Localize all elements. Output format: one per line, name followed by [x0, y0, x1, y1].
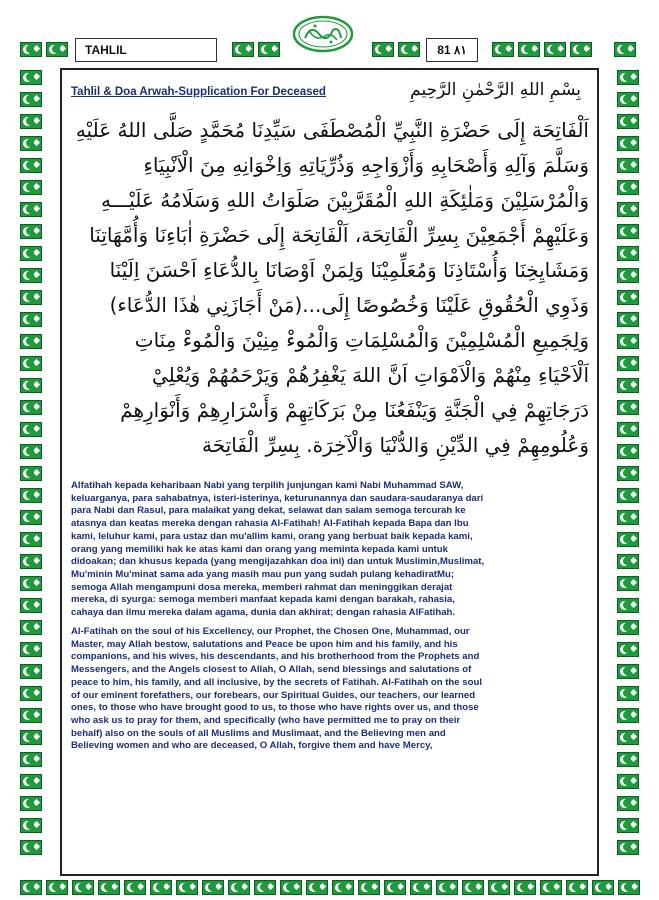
- crescent-star-flag-icon: [617, 92, 639, 107]
- crescent-star-flag-icon: [20, 268, 42, 283]
- crescent-star-flag-icon: [492, 42, 514, 57]
- crescent-star-flag-icon: [20, 642, 42, 657]
- crescent-star-flag-icon: [20, 42, 42, 57]
- crescent-star-flag-icon: [150, 880, 172, 895]
- crescent-star-flag-icon: [20, 312, 42, 327]
- crescent-star-flag-icon: [617, 378, 639, 393]
- crescent-star-flag-icon: [617, 598, 639, 613]
- crescent-star-flag-icon: [20, 796, 42, 811]
- english-line: behalf) also on the souls of all Muslims and Muslimaat, and the Believing men and: [71, 727, 446, 739]
- crescent-star-flag-icon: [20, 180, 42, 195]
- english-line: Al-Fatihah on the soul of his Excellency, our Prophet, the Chosen One, Muhammad, our: [71, 626, 470, 637]
- english-line: who ask us to pray for them, and specifically (who have permitted me to pray on their: [71, 714, 461, 726]
- malay-line: semoga Allah mengampuni dosa mereka, memberi rahmat dan meninggikan derajat: [71, 581, 453, 593]
- crescent-star-flag-icon: [398, 42, 420, 57]
- arabic-line: وَالْمُرْسَلِيْنَ وَمَلٰئِكَةِ اللهِ الْمُقَرَّبِيْنَ صَلَوَاتُ اللهِ وَسَلَامُهُ عَلَيْـــهِ: [100, 188, 589, 212]
- section-title: TAHLIL: [85, 43, 127, 57]
- crescent-star-flag-icon: [20, 664, 42, 679]
- crescent-star-flag-icon: [384, 880, 406, 895]
- malay-line: cahaya dan ilmu mereka dalam agama, dunia dan akhirat; dengan rahasia AlFatihah.: [71, 607, 456, 619]
- malay-translation: [71, 480, 593, 620]
- crescent-star-flag-icon: [617, 202, 639, 217]
- crescent-star-flag-icon: [46, 42, 68, 57]
- crescent-star-flag-icon: [20, 488, 42, 503]
- page-number-box: [426, 38, 478, 62]
- crescent-star-flag-icon: [617, 730, 639, 745]
- crescent-star-flag-icon: [518, 42, 540, 57]
- crescent-star-flag-icon: [617, 642, 639, 657]
- crescent-star-flag-icon: [20, 466, 42, 481]
- crescent-star-flag-icon: [20, 510, 42, 525]
- crescent-star-flag-icon: [20, 202, 42, 217]
- malay-line: didoakan; dan khusus kepada (yang mengijazahkan doa ini) dan untuk Muslimin,Muslimat,: [71, 556, 485, 568]
- basmalah: بِسْمِ اللهِ الرَّحْمٰنِ الرَّحِيمِ: [410, 80, 581, 100]
- crescent-star-flag-icon: [20, 708, 42, 723]
- crescent-star-flag-icon: [20, 92, 42, 107]
- crescent-star-flag-icon: [20, 378, 42, 393]
- crescent-star-flag-icon: [72, 880, 94, 895]
- crescent-star-flag-icon: [462, 880, 484, 895]
- crescent-star-flag-icon: [20, 444, 42, 459]
- crescent-star-flag-icon: [544, 42, 566, 57]
- arabic-line: دَرَجَاتِهِمْ فِي الْجَنَّةِ وَيَنْفَعُنَا مِنْ بَرَكَاتِهِمْ وَأَسْرَارِهِمْ وَأَنْوَارِهِمْ: [120, 398, 589, 422]
- crescent-star-flag-icon: [358, 880, 380, 895]
- arabic-line: وَعُلُومِهِمْ فِي الدِّيْنِ وَالدُّنْيَا وَالْآخِرَة. بِسِرِّ الْفَاتِحَة: [202, 433, 589, 457]
- calligraphy-logo-icon: [291, 14, 355, 54]
- crescent-star-flag-icon: [46, 880, 68, 895]
- crescent-star-flag-icon: [617, 312, 639, 327]
- malay-line: Mu'minin Mu'minat sama ada yang masih mau pun yang sudah pulang kehadiratMu;: [71, 568, 455, 580]
- crescent-star-flag-icon: [617, 444, 639, 459]
- crescent-star-flag-icon: [280, 880, 302, 895]
- crescent-star-flag-icon: [332, 880, 354, 895]
- crescent-star-flag-icon: [20, 686, 42, 701]
- crescent-star-flag-icon: [20, 880, 42, 895]
- crescent-star-flag-icon: [617, 114, 639, 129]
- crescent-star-flag-icon: [20, 136, 42, 151]
- crescent-star-flag-icon: [617, 246, 639, 261]
- crescent-star-flag-icon: [617, 356, 639, 371]
- english-line: ones, to those who have brought good to us, to those who have rights over us, and those: [71, 702, 479, 714]
- crescent-star-flag-icon: [614, 42, 636, 57]
- crescent-star-flag-icon: [617, 70, 639, 85]
- english-line: companions, and his wives, his descendants, and his brotherhood from the Prophets and: [71, 651, 480, 663]
- arabic-line: وَعَلَيْهِمْ أَجْمَعِيْنَ بِسِرِّ الْفَاتِحَة، اَلْفَاتِحَة إِلَى حَضْرَةِ اٰبَاءِنَا وَأُمَّهَاتِنَا: [89, 223, 589, 247]
- crescent-star-flag-icon: [20, 334, 42, 349]
- crescent-star-flag-icon: [20, 356, 42, 371]
- crescent-star-flag-icon: [20, 532, 42, 547]
- crescent-star-flag-icon: [617, 752, 639, 767]
- crescent-star-flag-icon: [514, 880, 536, 895]
- crescent-star-flag-icon: [306, 880, 328, 895]
- crescent-star-flag-icon: [202, 880, 224, 895]
- crescent-star-flag-icon: [617, 400, 639, 415]
- crescent-star-flag-icon: [20, 400, 42, 415]
- crescent-star-flag-icon: [20, 840, 42, 855]
- malay-line: para Nabi dan Rasul, para malaikat yang dekat, selawat dan salam semoga tercurah ke: [71, 505, 466, 517]
- crescent-star-flag-icon: [258, 42, 280, 57]
- crescent-star-flag-icon: [592, 880, 614, 895]
- crescent-star-flag-icon: [618, 880, 640, 895]
- crescent-star-flag-icon: [228, 880, 250, 895]
- crescent-star-flag-icon: [617, 290, 639, 305]
- english-line: Master, may Allah bestow, salutations and Peace be upon him and his family, and his: [71, 638, 458, 650]
- crescent-star-flag-icon: [617, 774, 639, 789]
- crescent-star-flag-icon: [617, 708, 639, 723]
- crescent-star-flag-icon: [570, 42, 592, 57]
- crescent-star-flag-icon: [20, 114, 42, 129]
- crescent-star-flag-icon: [488, 880, 510, 895]
- english-line: peace to him, his family, and all inclusive, by the secrets of Fatihah. Al-Fatihah on the soul: [71, 676, 483, 688]
- crescent-star-flag-icon: [20, 576, 42, 591]
- crescent-star-flag-icon: [20, 774, 42, 789]
- crescent-star-flag-icon: [617, 268, 639, 283]
- crescent-star-flag-icon: [566, 880, 588, 895]
- crescent-star-flag-icon: [436, 880, 458, 895]
- crescent-star-flag-icon: [617, 466, 639, 481]
- crescent-star-flag-icon: [98, 880, 120, 895]
- crescent-star-flag-icon: [617, 136, 639, 151]
- section-title-box: [75, 38, 217, 62]
- crescent-star-flag-icon: [20, 246, 42, 261]
- crescent-star-flag-icon: [617, 422, 639, 437]
- crescent-star-flag-icon: [617, 686, 639, 701]
- malay-line: atasnya dan keatas mereka dengan rahasia Al-Fatihah! Al-Fatihah kepada Bapa dan Ibu: [71, 518, 469, 530]
- crescent-star-flag-icon: [20, 422, 42, 437]
- crescent-star-flag-icon: [617, 532, 639, 547]
- arabic-line: وَمَشَايِخِنَا وَأُسْتَاذِنَا وَمُعَلِّمِيْنَا وَلِمَنْ اَوْصَانَا بِالدُّعَاءِ اَحْسَنَ اِلَيْنَا: [109, 258, 589, 282]
- page-number: 81 ٨١: [437, 43, 467, 57]
- crescent-star-flag-icon: [617, 224, 639, 239]
- crescent-star-flag-icon: [20, 70, 42, 85]
- english-translation: [71, 626, 593, 753]
- crescent-star-flag-icon: [20, 598, 42, 613]
- english-line: Messengers, and the Angels closest to Allah, O Allah, send blessings and salutations of: [71, 664, 472, 676]
- english-line: Believing women and who are deceased, O Allah, forgive them and have Mercy,: [71, 740, 433, 752]
- crescent-star-flag-icon: [540, 880, 562, 895]
- crescent-star-flag-icon: [617, 796, 639, 811]
- malay-line: mereka, di syurga: semoga memberi manfaat kepada kami dengan barakah, rahasia,: [71, 594, 455, 606]
- malay-line: keluarganya, para sahabatnya, isteri-isterinya, keturunannya dan saudara-saudaranya dari: [71, 492, 484, 504]
- crescent-star-flag-icon: [20, 554, 42, 569]
- arabic-line: وَلِجَمِيعِ الْمُسْلِمِيْنَ وَالْمُسْلِمَاتِ وَالْمُوءْ مِنِيْنَ وَالْمُوءْ مِنَاتِ: [134, 328, 589, 352]
- crescent-star-flag-icon: [617, 576, 639, 591]
- english-line: of our eminent forefathers, our forebears, our Spiritual Guides, our teachers, our learned: [71, 689, 476, 701]
- crescent-star-flag-icon: [617, 488, 639, 503]
- crescent-star-flag-icon: [617, 620, 639, 635]
- crescent-star-flag-icon: [617, 840, 639, 855]
- crescent-star-flag-icon: [232, 42, 254, 57]
- crescent-star-flag-icon: [410, 880, 432, 895]
- crescent-star-flag-icon: [20, 290, 42, 305]
- crescent-star-flag-icon: [124, 880, 146, 895]
- crescent-star-flag-icon: [254, 880, 276, 895]
- crescent-star-flag-icon: [617, 180, 639, 195]
- crescent-star-flag-icon: [617, 334, 639, 349]
- crescent-star-flag-icon: [20, 818, 42, 833]
- arabic-line: اَلْاَحْيَاءِ مِنْهُمْ وَالْاَمْوَاتِ اَنَّ اللهَ يَغْفِرُهُمْ وَيَرْحَمُهُمْ وَيُعْلِيْ: [151, 363, 589, 387]
- crescent-star-flag-icon: [372, 42, 394, 57]
- crescent-star-flag-icon: [617, 158, 639, 173]
- crescent-star-flag-icon: [617, 510, 639, 525]
- crescent-star-flag-icon: [176, 880, 198, 895]
- crescent-star-flag-icon: [617, 554, 639, 569]
- malay-line: orang yang memiliki hak ke atas kami dan orang yang meminta kepada kami untuk: [71, 543, 448, 555]
- crescent-star-flag-icon: [20, 730, 42, 745]
- crescent-star-flag-icon: [617, 664, 639, 679]
- arabic-line: وَسَلَّمَ وَآلِهِ وَأَصْحَابِهِ وَأَزْوَاجِهِ وَذُرِّيَاتِهِ وَاِخْوَانِهِ مِنَ الْاَنْبِيَاءِ: [143, 153, 589, 177]
- arabic-line: وَذَوِي الْحُقُوقِ عَلَيْنَا وَخُصُوصًا إِلَى...(مَنْ أَجَازَنِي هٰذَا الدُّعَاء): [109, 293, 589, 317]
- crescent-star-flag-icon: [20, 752, 42, 767]
- crescent-star-flag-icon: [20, 224, 42, 239]
- crescent-star-flag-icon: [20, 158, 42, 173]
- crescent-star-flag-icon: [617, 818, 639, 833]
- arabic-line: اَلْفَاتِحَة إِلَى حَضْرَةِ النَّبِيِّ الْمُصْطَفَى سَيِّدِنَا مُحَمَّدٍ صَلَّى اللهُ عَلَيْهِ: [75, 118, 589, 142]
- malay-line: Alfatihah kepada keharibaan Nabi yang terpilih junjungan kami Nabi Muhammad SAW,: [71, 480, 464, 491]
- document-title: Tahlil & Doa Arwah-Supplication For Deceased: [71, 86, 326, 98]
- malay-line: kami, leluhur kami, para ustaz dan mu'allim kami, orang yang berbuat baik kepada kami,: [71, 530, 473, 542]
- crescent-star-flag-icon: [20, 620, 42, 635]
